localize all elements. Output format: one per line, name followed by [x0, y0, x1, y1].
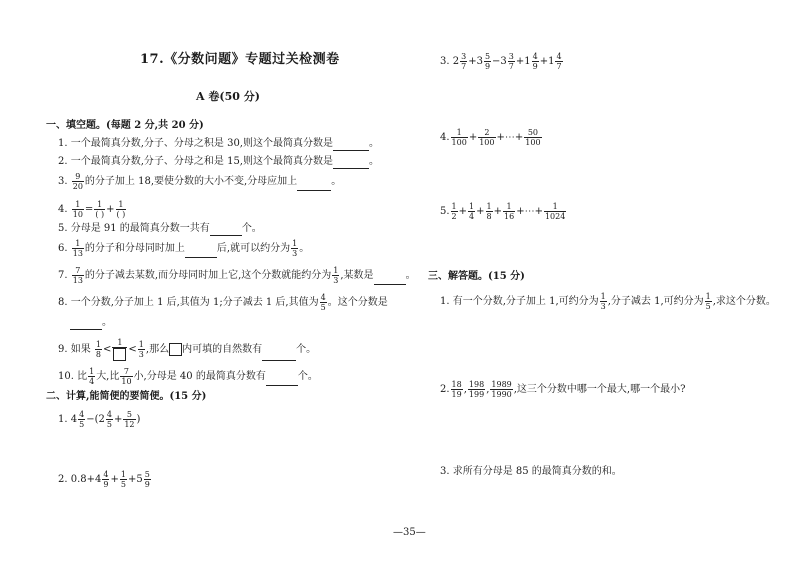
- fraction: $\frac{1}{3}$: [600, 292, 606, 311]
- fraction: $\frac{1}{4}$: [469, 202, 475, 221]
- fraction: $\frac{1}{3}$: [292, 239, 298, 258]
- question-9: 9. 如果 $\frac{1}{8}$ < 1 < $\frac{1}{3}$ ,那么 内可填的自然数有 个。: [58, 338, 317, 359]
- fraction: $\frac{1}{13}$: [72, 239, 83, 258]
- fraction: $\frac{1989}{1990}$: [491, 380, 512, 399]
- fraction: $\frac{198}{199}$: [468, 380, 485, 399]
- fraction: $\frac{1}{2}$: [451, 202, 457, 221]
- calc-3: 3. 2 $\frac{3}{7}$ +3 $\frac{5}{9}$ −3 $\frac{3}{7}$ +1 $\frac{4}{9}$ +1 $\frac{4}{7}$: [440, 52, 562, 71]
- answer-blank: [374, 273, 406, 285]
- fraction: $\frac{4}{9}$: [532, 52, 538, 71]
- answer-blank: [333, 139, 369, 151]
- fraction: $\frac{3}{7}$: [461, 52, 467, 71]
- fraction: $\frac{1}{10}$: [72, 200, 83, 219]
- solve-1: 1. 有一个分数,分子加上 1,可约分为 $\frac{1}{3}$ ,分子减去 1,可约分为 $\frac{1}{5}$ ,求这个分数。: [440, 292, 776, 311]
- calc-1: 1. 4 $\frac{4}{5}$ −(2 $\frac{4}{5}$ + $\frac{5}{12}$ ): [58, 410, 141, 429]
- answer-blank: [210, 224, 242, 236]
- blank-box: [169, 343, 182, 356]
- answer-blank: [333, 157, 369, 169]
- question-6: 6. $\frac{1}{13}$ 的分子和分母同时加上 后,就可以约分为 $\frac{1}{3}$ 。: [58, 239, 310, 258]
- fraction: $\frac{1}{3}$: [333, 266, 339, 285]
- question-8-answer: 。: [70, 316, 112, 330]
- page-number: —35—: [393, 527, 426, 538]
- fraction: $\frac{7}{10}$: [121, 367, 132, 386]
- question-10: 10. 比 $\frac{1}{4}$ 大,比 $\frac{7}{10}$ 小,分母是 40 的最简真分数有 个。: [58, 367, 318, 386]
- fraction: $\frac{1}{8}$: [486, 202, 492, 221]
- fraction: $\frac{4}{5}$: [106, 410, 112, 429]
- answer-blank: [185, 246, 217, 258]
- fraction: $\frac{1}{4}$: [89, 367, 95, 386]
- section-calculation: 二、计算,能简便的要简便。(15 分): [46, 391, 207, 402]
- fraction: $\frac{4}{9}$: [103, 470, 109, 489]
- blank-box: [113, 348, 126, 361]
- fraction: $\frac{4}{5}$: [320, 293, 326, 312]
- fraction: $\frac{4}{7}$: [556, 52, 562, 71]
- page-subtitle: A 卷(50 分): [196, 90, 260, 103]
- answer-blank: [266, 374, 298, 386]
- calc-4: 4. $\frac{1}{100}$ + $\frac{2}{100}$ +⋯+ $\frac{50}{100}$: [440, 128, 541, 147]
- question-4: 4. $\frac{1}{10}$ = $\frac{1}{( )}$ + $\frac{1}{( )}$: [58, 200, 126, 219]
- fraction: $\frac{1}{3}$: [138, 340, 144, 359]
- question-8: 8. 一个分数,分子加上 1 后,其值为 1;分子减去 1 后,其值为 $\frac{4}{5}$ 。这个分数是: [58, 293, 388, 312]
- fraction: $\frac{1}{1024}$: [544, 202, 566, 221]
- fraction: $\frac{2}{100}$: [479, 128, 495, 147]
- fraction: $\frac{18}{19}$: [451, 380, 462, 399]
- fraction: $\frac{5}{9}$: [484, 52, 491, 71]
- calc-5: 5. $\frac{1}{2}$ + $\frac{1}{4}$ + $\frac{1}{8}$ + $\frac{1}{16}$ +⋯+ $\frac{1}{1024}$: [440, 202, 566, 221]
- question-2: 2. 一个最简真分数,分子、分母之和是 15,则这个最简真分数是 。: [58, 156, 379, 167]
- fraction: $\frac{1}{16}$: [504, 202, 515, 221]
- fraction: $\frac{1}{8}$: [95, 340, 102, 359]
- fraction: $\frac{1}{100}$: [451, 128, 467, 147]
- fraction: $\frac{4}{5}$: [79, 410, 85, 429]
- fraction: $\frac{5}{9}$: [144, 470, 150, 489]
- fraction: $\frac{3}{7}$: [508, 52, 514, 71]
- fraction: $\frac{1}{5}$: [120, 470, 126, 489]
- fraction: $\frac{1}{( )}$: [116, 200, 126, 219]
- answer-blank: [297, 179, 331, 191]
- fraction: $\frac{1}{( )}$: [95, 200, 105, 219]
- answer-blank: [262, 349, 296, 361]
- fraction: 1: [112, 338, 127, 361]
- page-title: 17.《分数问题》专题过关检测卷: [140, 52, 340, 67]
- question-1: 1. 一个最简真分数,分子、分母之积是 30,则这个最简真分数是 。: [58, 138, 379, 149]
- question-5: 5. 分母是 91 的最简真分数一共有 个。: [58, 223, 262, 234]
- section-fill-in: 一、填空题。(每题 2 分,共 20 分): [46, 120, 204, 131]
- fraction: $\frac{7}{13}$: [72, 266, 83, 285]
- fraction: $\frac{5}{12}$: [124, 410, 135, 429]
- calc-2: 2. 0.8+4 $\frac{4}{9}$ + $\frac{1}{5}$ +5 $\frac{5}{9}$: [58, 470, 150, 489]
- fraction: $\frac{1}{5}$: [705, 292, 711, 311]
- question-3: 3. $\frac{9}{20}$ 的分子加上 18,要使分数的大小不变,分母应加上 。: [58, 172, 342, 191]
- solve-2: 2. $\frac{18}{19}$ , $\frac{198}{199}$ , $\frac{1989}{1990}$ ,这三个分数中哪一个最大,哪一个最小?: [440, 380, 686, 399]
- solve-3: 3. 求所有分母是 85 的最简真分数的和。: [440, 466, 622, 477]
- question-7: 7. $\frac{7}{13}$ 的分子减去某数,而分母同时加上它,这个分数就能约分为 $\frac{1}{3}$ ,某数是 。: [58, 266, 416, 285]
- fraction: $\frac{50}{100}$: [525, 128, 541, 147]
- fraction: $\frac{9}{20}$: [72, 172, 83, 191]
- answer-blank: [70, 318, 102, 330]
- section-solve: 三、解答题。(15 分): [428, 271, 525, 282]
